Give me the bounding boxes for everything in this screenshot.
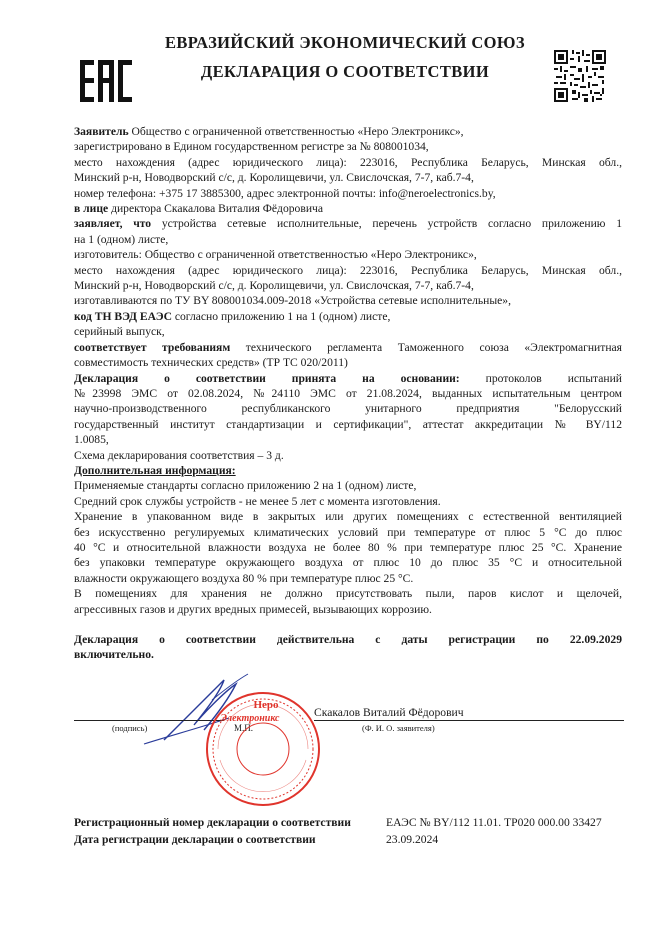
storage-line-5: влажности окружающего воздуха 80 % при температуре плюс 25 °С.: [74, 571, 414, 585]
registration-number-row: [74, 814, 634, 831]
service-life-line: Средний срок службы устройств - не менее 5 лет с момента изготовления.: [74, 494, 441, 508]
serial-line: серийный выпуск,: [74, 325, 165, 339]
storage-line-1: Хранение в упакованном виде в закрытых или других помещениях с естественной вентиляцией: [74, 510, 622, 524]
manufacturer-address-1: место нахождения (адрес юридического лица): 223016, Республика Беларусь, Минская обл.,: [74, 263, 622, 277]
manufacturer-address-2: Минский р-н, Новодворский с/с, д. Королищевичи, ул. Свислочская, 7-7, каб.7-4,: [74, 279, 474, 293]
eac-logo: [78, 58, 134, 104]
declaration-body: [74, 124, 622, 663]
validity-line: Декларация о соответствии действительна с даты регистрации по 22.09.2029: [74, 633, 622, 646]
represented-by-line: в лице директора Скакалова Виталия Фёдоровича: [74, 202, 324, 216]
address-line-2: Минский р-н, Новодворский с/с, д. Королищевичи, ул. Свислочская, 7-7, каб.7-4,: [74, 171, 474, 185]
basis-line-2: №23998 ЭМС от 02.08.2024, №24110 ЭМС от 21.08.2024, выданных испытательным центром: [74, 386, 622, 400]
storage-line-4: без упаковки температуре окружающего воздуха от плюс 10 до плюс 35 °С и относительной: [74, 556, 622, 570]
registration-date-value: 23.09.2024: [386, 833, 439, 846]
registration-date-row: [74, 831, 634, 848]
stamp-text-bottom: Электроникс: [220, 713, 280, 724]
registration-number-value: ЕАЭС № BY/112 11.01. ТР020 000.00 33427: [386, 816, 602, 829]
storage-line-2: без искусственно регулируемых климатических условий при температуре от плюс 5 °С до плюс: [74, 525, 622, 539]
name-line: [314, 720, 624, 721]
stamp-text-top: Неро: [253, 699, 279, 711]
storage-line-3: 40 °С и относительной влажности воздуха не более 80 % при температуре плюс 25 °С. Хранение: [74, 540, 622, 554]
registration-block: [74, 814, 634, 848]
seal-caption: М.П.: [234, 723, 254, 733]
company-stamp: [204, 690, 322, 808]
storage-line-7: агрессивных газов и других вредных примесей, вызывающих коррозию.: [74, 602, 432, 616]
tn-ved-line: код ТН ВЭД ЕАЭС согласно приложению 1 на 1 (одном) листе,: [74, 309, 391, 323]
signatory-name: Скакалов Виталий Фёдорович: [314, 706, 464, 719]
scheme-line: Схема декларирования соответствия – 3 д.: [74, 448, 284, 462]
manufacturer-line: изготовитель: Общество с ограниченной ответственностью «Неро Электроникс»,: [74, 248, 477, 262]
basis-line-3: научно-производственного республиканского унитарного предприятия "Белорусский: [74, 402, 622, 416]
additional-info-heading: Дополнительная информация:: [74, 463, 236, 477]
storage-line-6: В помещениях для хранения не должно присутствовать пыли, паров кислот и щелочей,: [74, 587, 622, 601]
basis-line: Декларация о соответствии принята на основании: протоколов испытаний: [74, 371, 623, 385]
registration-date-label: Дата регистрации декларации о соответствии: [74, 833, 316, 846]
applicant-line: Заявитель Общество с ограниченной ответственностью «Неро Электроникс»,: [74, 125, 464, 138]
standards-line: Применяемые стандарты согласно приложению 2 на 1 (одном) листе,: [74, 479, 417, 493]
contact-line: номер телефона: +375 17 3885300, адрес электронной почты: info@neroelectronics.by,: [74, 186, 496, 200]
registration-number-label: Регистрационный номер декларации о соответствии: [74, 816, 351, 829]
document-title: ДЕКЛАРАЦИЯ О СООТВЕТСТВИИ: [200, 62, 490, 81]
address-line-1: место нахождения (адрес юридического лица): 223016, Республика Беларусь, Минская обл.,: [74, 155, 622, 169]
signature-line: [74, 720, 224, 721]
registry-line: зарегистрировано в Едином государственном регистре за № 808001034,: [74, 140, 429, 154]
fio-caption: (Ф. И. О. заявителя): [362, 723, 435, 733]
validity-line-2: включительно.: [74, 648, 154, 662]
tu-line: изготавливаются по ТУ BY 808001034.009-2018 «Устройства сетевые исполнительные»,: [74, 294, 512, 308]
spacer: [74, 617, 622, 632]
declares-line-2: на 1 (одном) листе,: [74, 232, 169, 246]
basis-line-5: 1.0085,: [74, 433, 109, 447]
basis-line-4: государственный институт стандартизации и сертификации", аттестат аккредитации № BY/112: [74, 417, 622, 431]
declares-line: заявляет, что устройства сетевые исполнительные, перечень устройств согласно приложению 1: [74, 217, 622, 231]
signature-caption: (подпись): [112, 723, 148, 733]
signature-area: [74, 670, 622, 800]
qr-code-icon: [554, 50, 606, 102]
union-title: ЕВРАЗИЙСКИЙ ЭКОНОМИЧЕСКИЙ СОЮЗ: [164, 33, 525, 52]
requirements-line: соответствует требованиям технического регламента Таможенного союза «Электромагнитная: [74, 340, 622, 354]
requirements-line-2: совместимость технических средств» (ТР ТС 020/2011): [74, 356, 348, 370]
